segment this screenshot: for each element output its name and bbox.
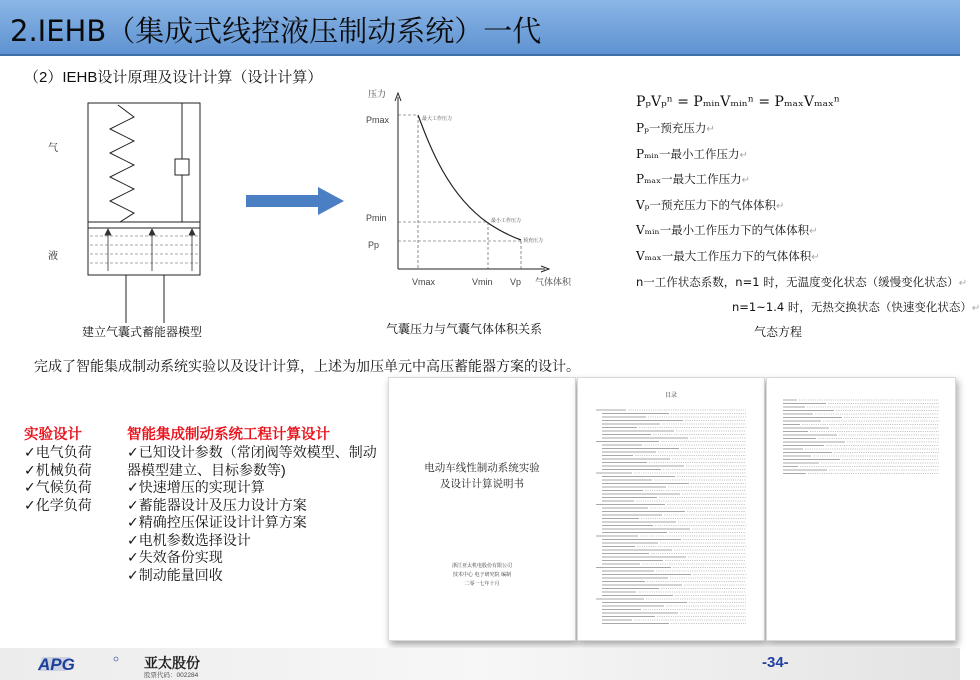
svg-text:APG: APG xyxy=(38,655,75,674)
checkmark-icon: ✓ xyxy=(24,444,36,460)
pv-curve-chart xyxy=(360,85,580,295)
document-cover-page xyxy=(388,377,576,641)
gas-label: 气 xyxy=(48,143,58,154)
equation-caption: 气态方程 xyxy=(754,325,803,339)
list-item: ✓气候负荷 xyxy=(24,479,92,495)
accumulator-vessel xyxy=(88,103,200,275)
list-item: ✓已知设计参数（常闭阀等效模型、制动 xyxy=(127,444,377,460)
engineering-calculation-heading: 智能集成制动系统工程计算设计 xyxy=(127,427,330,443)
design-document-pages xyxy=(388,377,960,643)
pressure-arrows xyxy=(105,229,195,271)
equation-legend-line: Vₘₐₓ一最大工作压力下的气体体积↵ xyxy=(636,248,820,263)
list-item-continuation: 器模型建立、目标参数等) xyxy=(127,461,286,478)
equation-legend-line: Vₚ一预充压力下的气体体积↵ xyxy=(636,197,785,212)
checkmark-icon: ✓ xyxy=(127,444,139,460)
gas-equation: PₚVₚⁿ = PₘᵢₙVₘᵢₙⁿ = PₘₐₓVₘₐₓⁿ xyxy=(636,94,840,110)
document-meta-line: 技术中心 电子研究院 编制 xyxy=(452,572,512,578)
spring-icon xyxy=(110,105,134,222)
right-arrow-icon xyxy=(246,186,346,216)
checkmark-icon: ✓ xyxy=(127,514,139,530)
document-content-page xyxy=(766,377,956,641)
list-item: ✓机械负荷 xyxy=(24,461,92,478)
pv-chart-caption: 气囊压力与气囊气体体积关系 xyxy=(386,322,543,336)
equation-legend-line: n=1~1.4 时，无热交换状态（快速变化状态）↵ xyxy=(732,300,980,315)
checkmark-icon: ✓ xyxy=(127,479,139,495)
toc-heading: 目录 xyxy=(664,392,677,399)
document-meta-line: 浙江亚太机电股份有限公司 xyxy=(451,563,512,569)
equation-legend-line: Pₘᵢₙ一最小工作压力↵ xyxy=(636,146,748,161)
list-item: ✓蓄能器设计及压力设计方案 xyxy=(127,496,307,513)
checkmark-icon: ✓ xyxy=(127,496,139,513)
toc-lines xyxy=(578,378,766,642)
equation-legend-line: Vₘᵢₙ一最小工作压力下的气体体积↵ xyxy=(636,223,818,238)
pmax-label: Pmax xyxy=(366,115,390,125)
document-toc-page xyxy=(577,377,765,641)
page-number: -34- xyxy=(762,654,789,671)
pp-label: Pp xyxy=(368,240,380,250)
list-item: ✓化学负荷 xyxy=(24,496,92,513)
list-item: ✓精确控压保证设计计算方案 xyxy=(127,514,307,530)
summary-text: 完成了智能集成制动系统实验以及设计计算，上述为加压单元中高压蓄能器方案的设计。 xyxy=(34,358,580,374)
vmax-label: Vmax xyxy=(412,277,436,287)
document-title-line: 及设计计算说明书 xyxy=(440,478,524,490)
min-pressure-note: 最小工作压力 xyxy=(491,218,522,224)
vp-label: Vp xyxy=(510,277,522,287)
checkmark-icon: ✓ xyxy=(127,531,139,548)
equation-legend-line: Pₘₐₓ一最大工作压力↵ xyxy=(636,172,751,187)
content-lines xyxy=(767,378,957,642)
max-pressure-note: 最大工作压力 xyxy=(422,116,453,122)
footer-bar xyxy=(0,648,960,680)
x-axis-label: 气体体积 xyxy=(535,277,572,287)
vmin-label: Vmin xyxy=(472,277,493,287)
list-item: ✓失效备份实现 xyxy=(127,549,223,565)
title-bar xyxy=(0,0,960,56)
experiment-design-list xyxy=(24,426,124,514)
liquid-label: 液 xyxy=(48,251,58,262)
stock-code: 股票代码：002284 xyxy=(144,672,199,679)
precharge-pressure-note: 预充压力 xyxy=(523,238,544,244)
checkmark-icon: ✓ xyxy=(24,479,36,495)
document-title-line: 电动车线性制动系统实验 xyxy=(424,462,540,474)
checkmark-icon: ✓ xyxy=(127,566,139,583)
section-subtitle: （2）IEHB设计原理及设计计算（设计计算） xyxy=(24,69,323,86)
pmin-label: Pmin xyxy=(366,213,387,223)
experiment-design-heading: 实验设计 xyxy=(24,427,82,443)
checkmark-icon: ✓ xyxy=(127,549,139,565)
gas-equation-block xyxy=(636,94,980,321)
list-item: ✓电气负荷 xyxy=(24,444,92,460)
liquid-region xyxy=(90,236,198,263)
list-item: ✓快速增压的实现计算 xyxy=(127,479,265,495)
equation-legend-line: n一工作状态系数，n=1 时，无温度变化状态（缓慢变化状态）↵ xyxy=(636,274,968,289)
y-axis-label: 压力 xyxy=(368,89,387,99)
accumulator-model-figure xyxy=(48,95,218,325)
list-item: ✓电机参数选择设计 xyxy=(127,531,251,548)
accumulator-caption: 建立气囊式蓄能器模型 xyxy=(82,325,203,339)
document-meta-line: 二零一七年十月 xyxy=(464,581,500,587)
checkmark-icon: ✓ xyxy=(24,496,36,513)
apg-logo xyxy=(36,655,120,673)
slide-title: 2.IEHB（集成式线控液压制动系统）一代 xyxy=(10,14,542,48)
checkmark-icon: ✓ xyxy=(24,461,36,478)
engineering-calculation-list xyxy=(127,426,389,584)
company-name: 亚太股份 xyxy=(144,656,200,672)
equation-legend-line: Pₚ一预充压力↵ xyxy=(636,121,715,135)
list-item: ✓制动能量回收 xyxy=(127,566,223,583)
